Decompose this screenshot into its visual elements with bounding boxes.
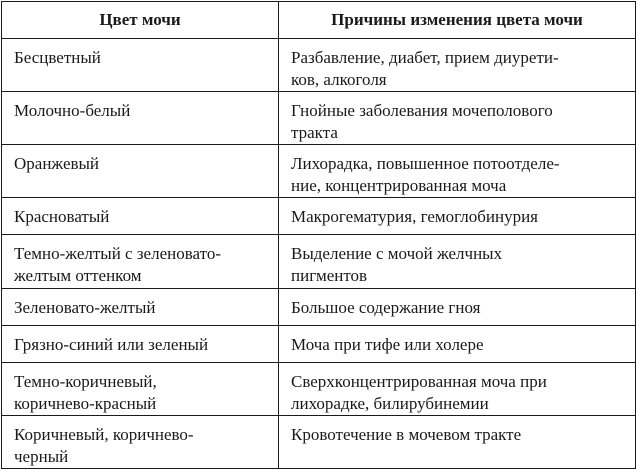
- header-causes: Причины изменения цвета мочи: [279, 2, 636, 39]
- cause-cell: Кровотечение в мочевом тракте: [279, 415, 636, 468]
- color-cell: Темно-желтый с зеленовато- желтым оттенком: [2, 235, 279, 288]
- table-row: [2, 362, 636, 415]
- color-cell: Красноватый: [2, 198, 279, 235]
- table-row: [2, 325, 636, 362]
- table-row: [2, 92, 636, 145]
- color-cell: Молочно-белый: [2, 92, 279, 145]
- color-cell: Бесцветный: [2, 39, 279, 92]
- table-row: [2, 415, 636, 468]
- cause-cell: Моча при тифе или холере: [279, 325, 636, 362]
- color-cell: Темно-коричневый, коричнево-красный: [2, 362, 279, 415]
- table-row: [2, 145, 636, 198]
- color-cell: Коричневый, коричнево- черный: [2, 415, 279, 468]
- table-row: [2, 235, 636, 288]
- table-row: [2, 39, 636, 92]
- color-cell: Зеленовато-желтый: [2, 288, 279, 325]
- table-row: [2, 288, 636, 325]
- color-cell: Грязно-синий или зеленый: [2, 325, 279, 362]
- cause-cell: Разбавление, диабет, прием диурети- ков, алкоголя: [279, 39, 636, 92]
- header-urine-color: Цвет мочи: [2, 2, 279, 39]
- cause-cell: Сверхконцентрированная моча при лихорадке, билирубинемии: [279, 362, 636, 415]
- urine-color-table: [1, 1, 636, 469]
- color-cell: Оранжевый: [2, 145, 279, 198]
- table-row: [2, 198, 636, 235]
- cause-cell: Выделение с мочой желчных пигментов: [279, 235, 636, 288]
- cause-cell: Макрогематурия, гемоглобинурия: [279, 198, 636, 235]
- table-header-row: [2, 2, 636, 39]
- cause-cell: Гнойные заболевания мочеполового тракта: [279, 92, 636, 145]
- cause-cell: Лихорадка, повышенное потоотделе- ние, концентрированная моча: [279, 145, 636, 198]
- cause-cell: Большое содержание гноя: [279, 288, 636, 325]
